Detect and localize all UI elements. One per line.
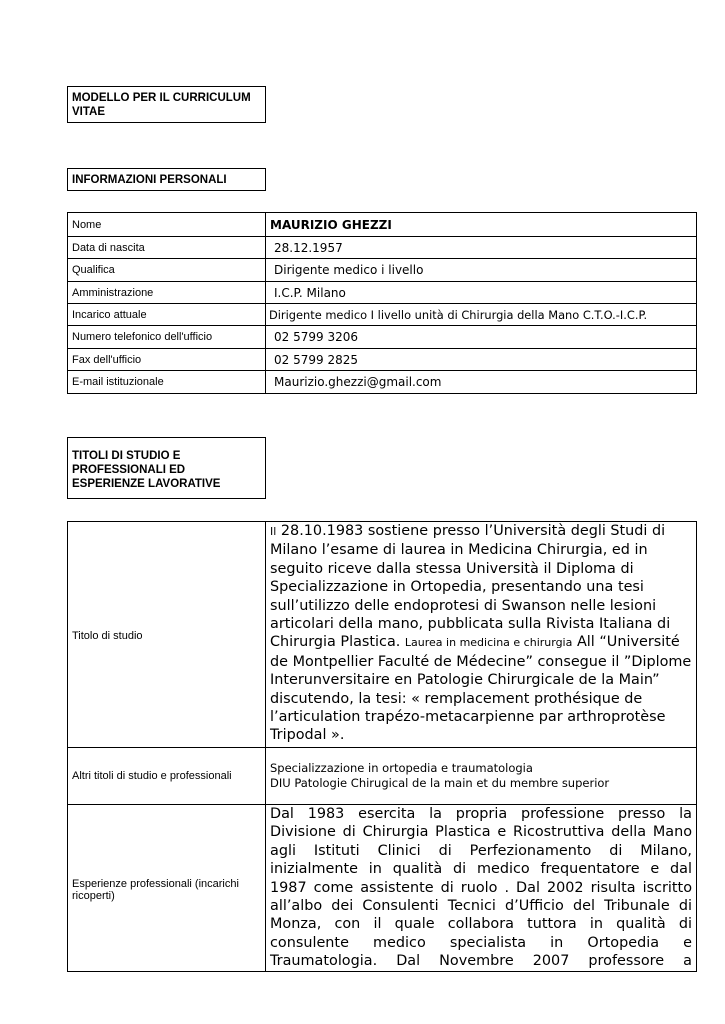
- current-role-label: Incarico attuale: [68, 304, 266, 326]
- email-label: E-mail istituzionale: [68, 371, 266, 394]
- other-title-line: Specializzazione in ortopedia e traumatologia: [270, 760, 533, 775]
- table-row: [68, 282, 697, 304]
- experience-description: [266, 804, 697, 971]
- qualification-value: Dirigente medico i livello: [266, 259, 697, 282]
- experience-label: Esperienze professionali (incarichi ricoperti): [68, 804, 266, 971]
- studies-table: [67, 521, 697, 972]
- studies-title-box: [67, 437, 266, 499]
- phone-value: 02 5799 3206: [266, 326, 697, 349]
- birthdate-label: Data di nascita: [68, 237, 266, 259]
- administration-value: I.C.P. Milano: [266, 282, 697, 304]
- table-row: [68, 259, 697, 282]
- experience-line: Traumatologia. Dal Novembre 2007 professore a: [270, 953, 692, 970]
- table-row: [68, 304, 697, 326]
- experience-line: Monza, con il quale collabora tuttora in qualità di: [270, 916, 692, 933]
- birthdate-value: 28.12.1957: [266, 237, 697, 259]
- table-row: [68, 747, 697, 804]
- experience-line: Divisione di Chirurgia Plastica e Ricostruttiva della Mano: [270, 824, 692, 841]
- table-row: [68, 371, 697, 394]
- experience-line: Dal 1983 esercita la propria professione presso la: [270, 805, 692, 822]
- table-row: [68, 326, 697, 349]
- experience-line: agli Istituti Clinici di Perfezionamento di Milano,: [270, 842, 692, 859]
- table-row: [68, 522, 697, 748]
- degree-label: Titolo di studio: [68, 522, 266, 748]
- name-value: MAURIZIO GHEZZI: [266, 213, 697, 237]
- degree-text-2: All “Université de Montpellier Faculté de Médecine” consegue il ”Diplome Interunversitaire en Patologie Chirurgicale de la Main” discutendo, la tesi: « remplacement prothésique de l’articulation trapézo-metacarpienne par arthroprotèse Tripodal ».: [270, 634, 692, 744]
- experience-line: 1987 come assistente di ruolo . Dal 2002 risulta iscritto: [270, 879, 692, 896]
- email-value: Maurizio.ghezzi@gmail.com: [266, 371, 697, 394]
- personal-title: INFORMAZIONI PERSONALI: [72, 174, 227, 186]
- name-label: Nome: [68, 213, 266, 237]
- administration-label: Amministrazione: [68, 282, 266, 304]
- model-title: MODELLO PER IL CURRICULUM VITAE: [72, 92, 251, 118]
- studies-title: TITOLI DI STUDIO E PROFESSIONALI ED ESPERIENZE LAVORATIVE: [72, 450, 221, 490]
- fax-label: Fax dell'ufficio: [68, 349, 266, 371]
- table-row: [68, 349, 697, 371]
- experience-line: all’albo dei Consulenti Tecnici d’Ufficio del Tribunale di: [270, 897, 692, 914]
- experience-line: consulente medico specialista in Ortopedia e: [270, 934, 692, 951]
- personal-info-table: [67, 212, 697, 394]
- table-row: [68, 213, 697, 237]
- other-title-line: DIU Patologie Chirugical de la main et du membre superior: [270, 775, 610, 790]
- degree-prefix: Il: [270, 525, 277, 538]
- model-title-box: [67, 86, 266, 123]
- degree-text-1: 28.10.1983 sostiene presso l’Università degli Studi di Milano l’esame di laurea in Medicina Chirurgia, ed in seguito riceve dalla stessa Università il Diploma di Specializzazione in Ortopedia, presentando una tesi sull’utilizzo delle endoprotesi di Swanson nelle lesioni articolari della mano, pubblicata sulla Rivista Italiana di Chirurgia Plastica.: [270, 523, 671, 651]
- table-row: [68, 804, 697, 971]
- other-titles-value: [266, 747, 697, 804]
- current-role-value: Dirigente medico I livello unità di Chirurgia della Mano C.T.O.-I.C.P.: [266, 304, 697, 326]
- degree-small-note: Laurea in medicina e chirurgia: [404, 636, 573, 650]
- personal-title-box: [67, 168, 266, 191]
- experience-line: inizialmente in qualità di medico frequentatore e dal: [270, 861, 692, 878]
- degree-description: [266, 522, 697, 748]
- table-row: [68, 237, 697, 259]
- phone-label: Numero telefonico dell'ufficio: [68, 326, 266, 349]
- other-titles-label: Altri titoli di studio e professionali: [68, 747, 266, 804]
- qualification-label: Qualifica: [68, 259, 266, 282]
- fax-value: 02 5799 2825: [266, 349, 697, 371]
